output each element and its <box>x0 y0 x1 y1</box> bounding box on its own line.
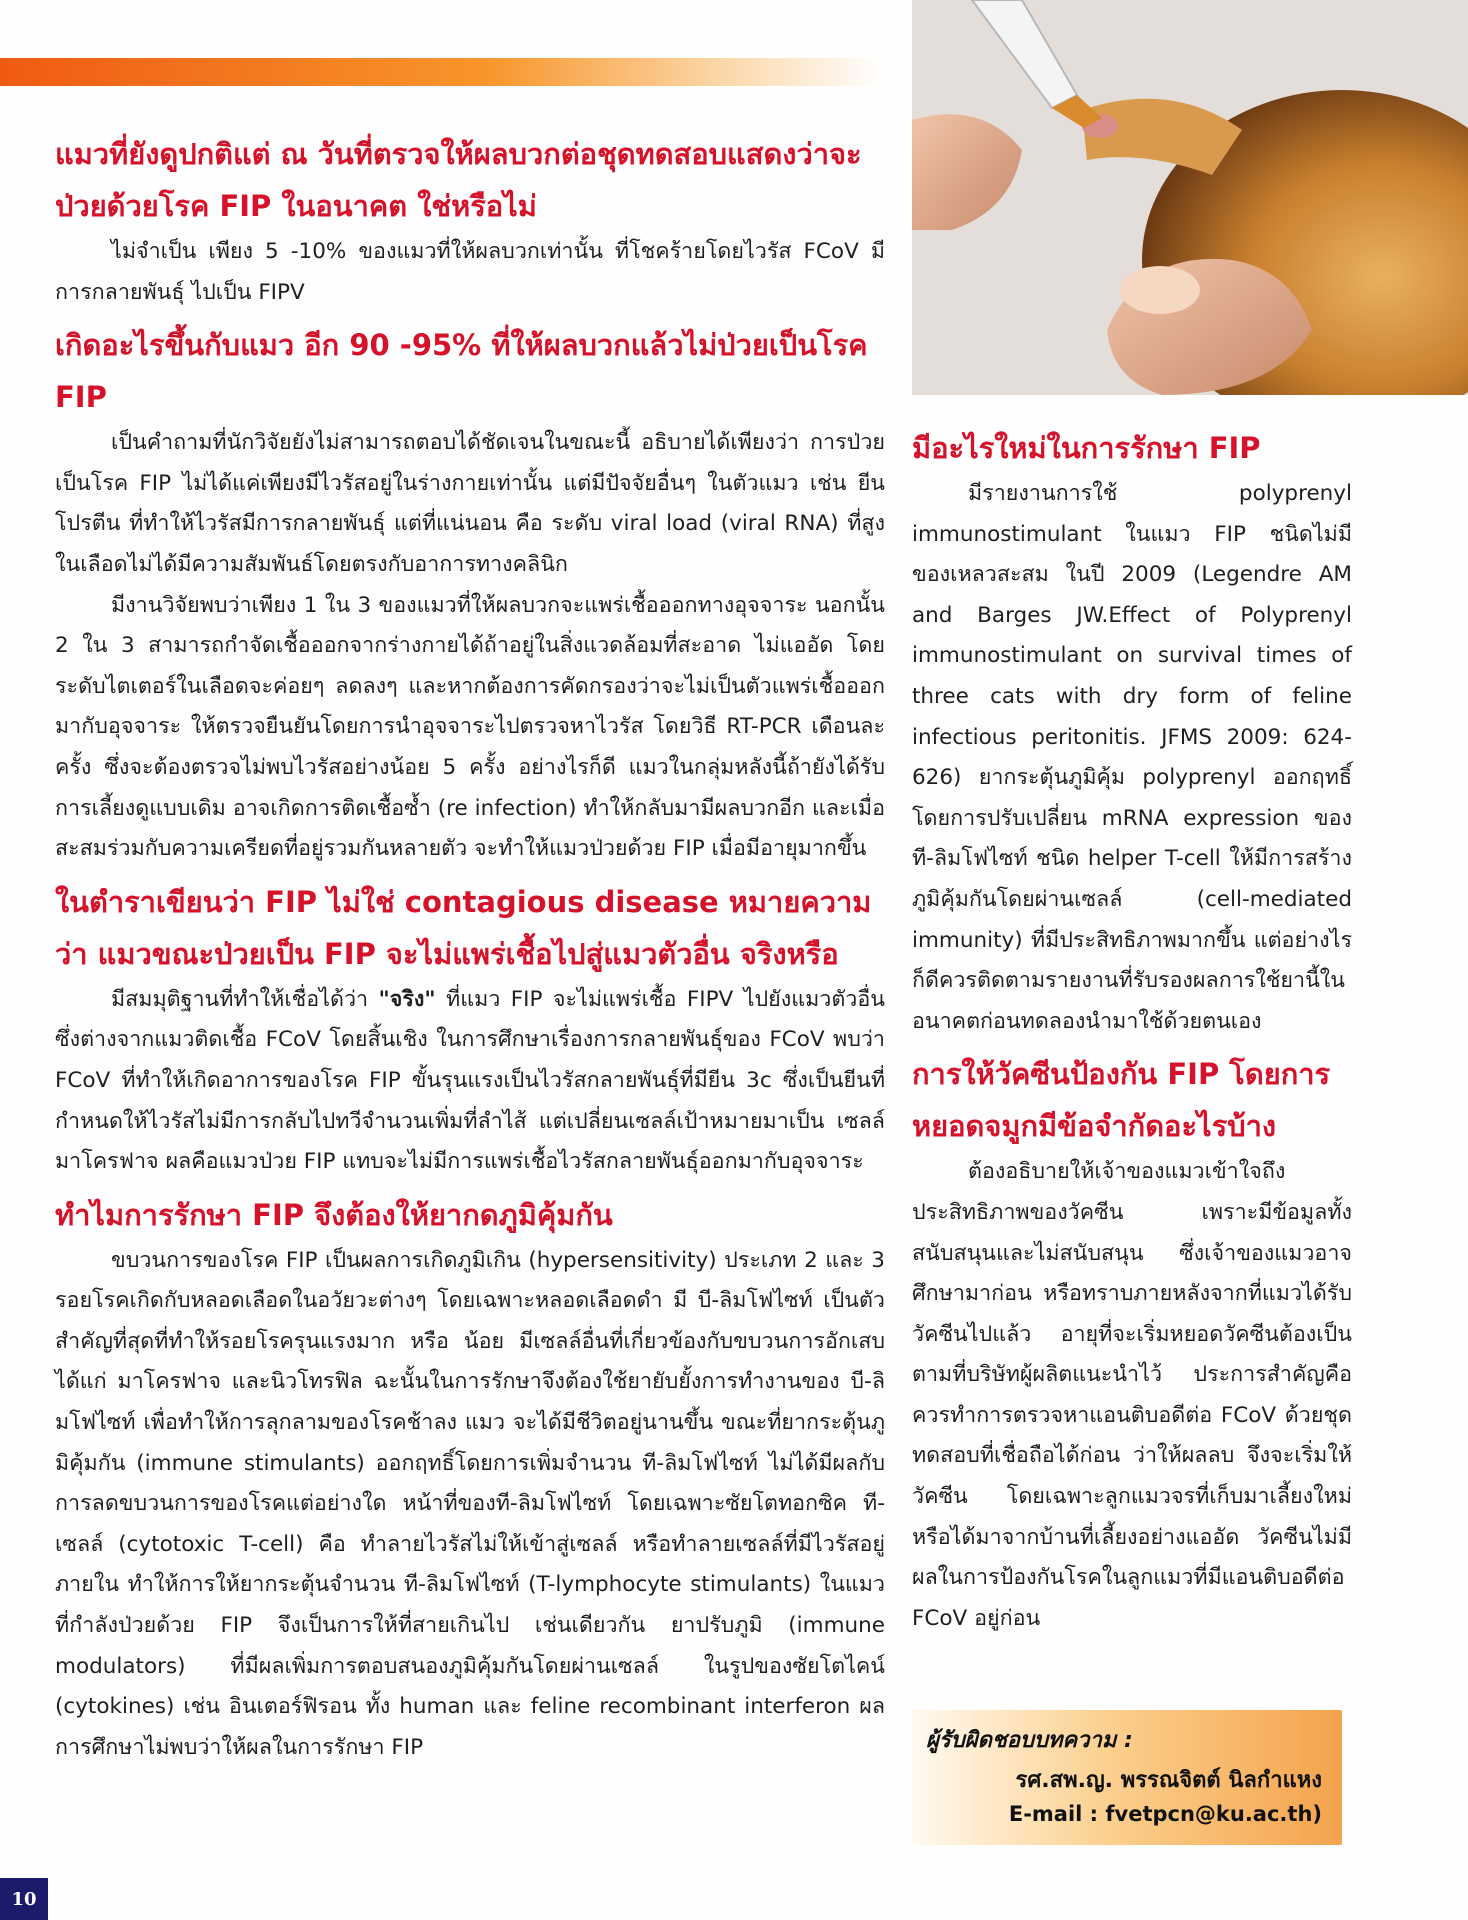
question-heading-1: แมวที่ยังดูปกติแต่ ณ วันที่ตรวจให้ผลบวกต่อชุดทดสอบแสดงว่าจะป่วยด้วยโรค FIP ในอนาคต ใช่หรือไม่ <box>55 137 862 223</box>
answer-paragraph-4 <box>55 980 885 1183</box>
right-paragraph-1: มีรายงานการใช้ polyprenyl immunostimulant ในแมว FIP ชนิดไม่มีของเหลวสะสม ในปี 2009 (Legendre AM and Barges JW.Effect of Polyprenyl immunostimulant on survival times of three cats with dry form of feline infectious peritonitis. JFMS 2009: 624-626) ยากระตุ้นภูมิคุ้ม polyprenyl ออกฤทธิ์โดยการปรับเปลี่ยน mRNA expression ของ ที-ลิมโฟไซท์ ชนิด helper T-cell ให้มีการสร้างภูมิคุ้มกันโดยผ่านเซลล์ (cell-mediated immunity) ที่มีประสิทธิภาพมากขึ้น แต่อย่างไรก็ดีควรติดตามรายงานที่รับรองผลการใช้ยานี้ในอนาคตก่อนทดลองนำมาใช้ด้วยตนเอง <box>912 481 1352 1034</box>
question-heading-4: ทำไมการรักษา FIP จึงต้องให้ยากดภูมิคุ้มกัน <box>55 1197 613 1232</box>
answer-paragraph-3: มีงานวิจัยพบว่าเพียง 1 ใน 3 ของแมวที่ให้ผลบวกจะแพร่เชื้อออกทางอุจจาระ นอกนั้น 2 ใน 3 สามารถกำจัดเชื้อออกจากร่างกายได้ถ้าอยู่ในสิ่งแวดล้อมที่สะอาด ไม่แออัด โดยระดับไตเตอร์ในเลือดจะค่อยๆ ลดลงๆ และหากต้องการคัดกรองว่าจะไม่เป็นตัวแพร่เชื้อออกมากับอุจจาระ ให้ตรวจยืนยันโดยการนำอุจจาระไปตรวจหาไวรัส โดยวิธี RT-PCR เดือนละครั้ง ซึ่งจะต้องตรวจไม่พบไวรัสอย่างน้อย 5 ครั้ง อย่างไรก็ดี แมวในกลุ่มหลังนี้ถ้ายังได้รับการเลี้ยงดูแบบเดิม อาจเกิดการติดเชื้อซ้ำ (re infection) ทำให้กลับมามีผลบวกอีก และเมื่อสะสมร่วมกับความเครียดที่อยู่รวมกันหลายตัว จะทำให้แมวป่วยด้วย FIP เมื่อมีอายุมากขึ้น <box>55 592 885 862</box>
author-name: รศ.สพ.ญ. พรรณจิตต์ นิลกำแหง <box>1015 1768 1322 1793</box>
question-heading-2: เกิดอะไรขึ้นกับแมว อีก 90 -95% ที่ให้ผลบวกแล้วไม่ป่วยเป็นโรค FIP <box>55 328 868 415</box>
answer-4-emphasis: "จริง" <box>378 986 436 1012</box>
author-box <box>912 1710 1342 1845</box>
author-label: ผู้รับผิดชอบบทความ : <box>926 1728 1133 1753</box>
page-number: 10 <box>0 1878 48 1920</box>
answer-paragraph-5: ขบวนการของโรค FIP เป็นผลการเกิดภูมิเกิน (hypersensitivity) ประเภท 2 และ 3 รอยโรคเกิดกับหลอดเลือดในอวัยวะต่างๆ โดยเฉพาะหลอดเลือดดำ มี บี-ลิมโฟไซท์ เป็นตัวสำคัญที่สุดที่ทำให้รอยโรครุนแรงมาก หรือ น้อย มีเซลล์อื่นที่เกี่ยวข้องกับขบวนการอักเสบ ได้แก่ มาโครฟาจ และนิวโทรฟิล ฉะนั้นในการรักษาจึงต้องใช้ยายับยั้งการทำงานของ บี-ลิมโฟไซท์ เพื่อทำให้การลุกลามของโรคช้าลง แมว จะได้มีชีวิตอยู่นานขึ้น ขณะที่ยากระตุ้นภูมิคุ้มกัน (immune stimulants) ออกฤทธิ์โดยการเพิ่มจำนวน ที-ลิมโฟไซท์ ไม่ได้มีผลกับการลดขบวนการของโรคแต่อย่างใด หน้าที่ของที-ลิมโฟไซท์ โดยเฉพาะซัยโตทอกซิค ที-เซลล์ (cytotoxic T-cell) คือ ทำลายไวรัสไม่ให้เข้าสู่เซลล์ หรือทำลายเซลล์ที่มีไวรัสอยู่ภายใน ทำให้การให้ยากระตุ้นจำนวน ที-ลิมโฟไซท์ (T-lymphocyte stimulants) ในแมวที่กำลังป่วยด้วย FIP จึงเป็นการให้ที่สายเกินไป เช่นเดียวกัน ยาปรับภูมิ (immune modulators) ที่มีผลเพิ่มการตอบสนองภูมิคุ้มกันโดยผ่านเซลล์ ในรูปของซัยโตไคน์ (cytokines) เช่น อินเตอร์ฟิรอน ทั้ง human และ feline recombinant interferon ผลการศึกษาไม่พบว่าให้ผลในการรักษา FIP <box>55 1247 885 1760</box>
cat-photo-illustration <box>912 0 1468 395</box>
answer-4-lead: มีสมมุติฐานที่ทำให้เชื่อได้ว่า <box>111 986 379 1012</box>
question-heading-3: ในตำราเขียนว่า FIP ไม่ใช่ contagious disease หมายความว่า แมวขณะป่วยเป็น FIP จะไม่แพร่เชื้อไปสู่แมวตัวอื่น จริงหรือ <box>55 884 872 971</box>
author-email: E-mail : fvetpcn@ku.ac.th) <box>1008 1802 1322 1826</box>
right-paragraph-2: ต้องอธิบายให้เจ้าของแมวเข้าใจถึงประสิทธิภาพของวัคซีน เพราะมีข้อมูลทั้งสนับสนุนและไม่สนับสนุน ซึ่งเจ้าของแมวอาจศึกษามาก่อน หรือทราบภายหลังจากที่แมวได้รับวัคซีนไปแล้ว อายุที่จะเริ่มหยอดวัคซีนต้องเป็นตามที่บริษัทผู้ผลิตแนะนำไว้ ประการสำคัญคือควรทำการตรวจหาแอนติบอดีต่อ FCoV ด้วยชุดทดสอบที่เชื่อถือได้ก่อน ว่าให้ผลลบ จึงจะเริ่มให้วัคซีน โดยเฉพาะลูกแมวจรที่เก็บมาเลี้ยงใหม่ หรือได้มาจากบ้านที่เลี้ยงอย่างแออัด วัคซีนไม่มีผลในการป้องกันโรคในลูกแมวที่มีแอนติบอดีต่อ FCoV อยู่ก่อน <box>912 1159 1352 1631</box>
right-heading-2: การให้วัคซีนป้องกัน FIP โดยการหยอดจมูกมีข้อจำกัดอะไรบ้าง <box>912 1057 1331 1144</box>
answer-4-rest: ที่แมว FIP จะไม่แพร่เชื้อ FIPV ไปยังแมวตัวอื่นซึ่งต่างจากแมวติดเชื้อ FCoV โดยสิ้นเชิง ในการศึกษาเรื่องการกลายพันธุ์ของ FCoV พบว่า FCoV ที่ทำให้เกิดอาการของโรค FIP ขั้นรุนแรงเป็นไวรัสกลายพันธุ์ที่มียีน 3c ซึ่งเป็นยีนที่กำหนดให้ไวรัสไม่มีการกลับไปทวีจำนวนเพิ่มที่ลำไส้ แต่เปลี่ยนเซลล์เป้าหมายมาเป็น เซลล์มาโครฟาจ ผลคือแมวป่วย FIP แทบจะไม่มีการแพร่เชื้อไวรัสกลายพันธุ์ออกมากับอุจจาระ <box>55 986 885 1175</box>
right-column <box>912 422 1352 1639</box>
header-orange-bar <box>0 58 880 86</box>
right-heading-1: มีอะไรใหม่ในการรักษา FIP <box>912 431 1261 465</box>
answer-paragraph-1: ไม่จำเป็น เพียง 5 -10% ของแมวที่ให้ผลบวกเท่านั้น ที่โชคร้ายโดยไวรัส FCoV มีการกลายพันธุ์ ไปเป็น FIPV <box>55 239 885 305</box>
cat-dropper-photo <box>912 0 1468 395</box>
left-column <box>55 128 885 1768</box>
answer-paragraph-2: เป็นคำถามที่นักวิจัยยังไม่สามารถตอบได้ชัดเจนในขณะนี้ อธิบายได้เพียงว่า การป่วยเป็นโรค FIP ไม่ได้แค่เพียงมีไวรัสอยู่ในร่างกายเท่านั้น แต่มีปัจจัยอื่นๆ ในตัวแมว เช่น ยีนโปรตีน ที่ทำให้ไวรัสมีการกลายพันธุ์ แต่ที่แน่นอน คือ ระดับ viral load (viral RNA) ที่สูงในเลือดไม่ได้มีความสัมพันธ์โดยตรงกับอาการทางคลินิก <box>55 430 885 577</box>
